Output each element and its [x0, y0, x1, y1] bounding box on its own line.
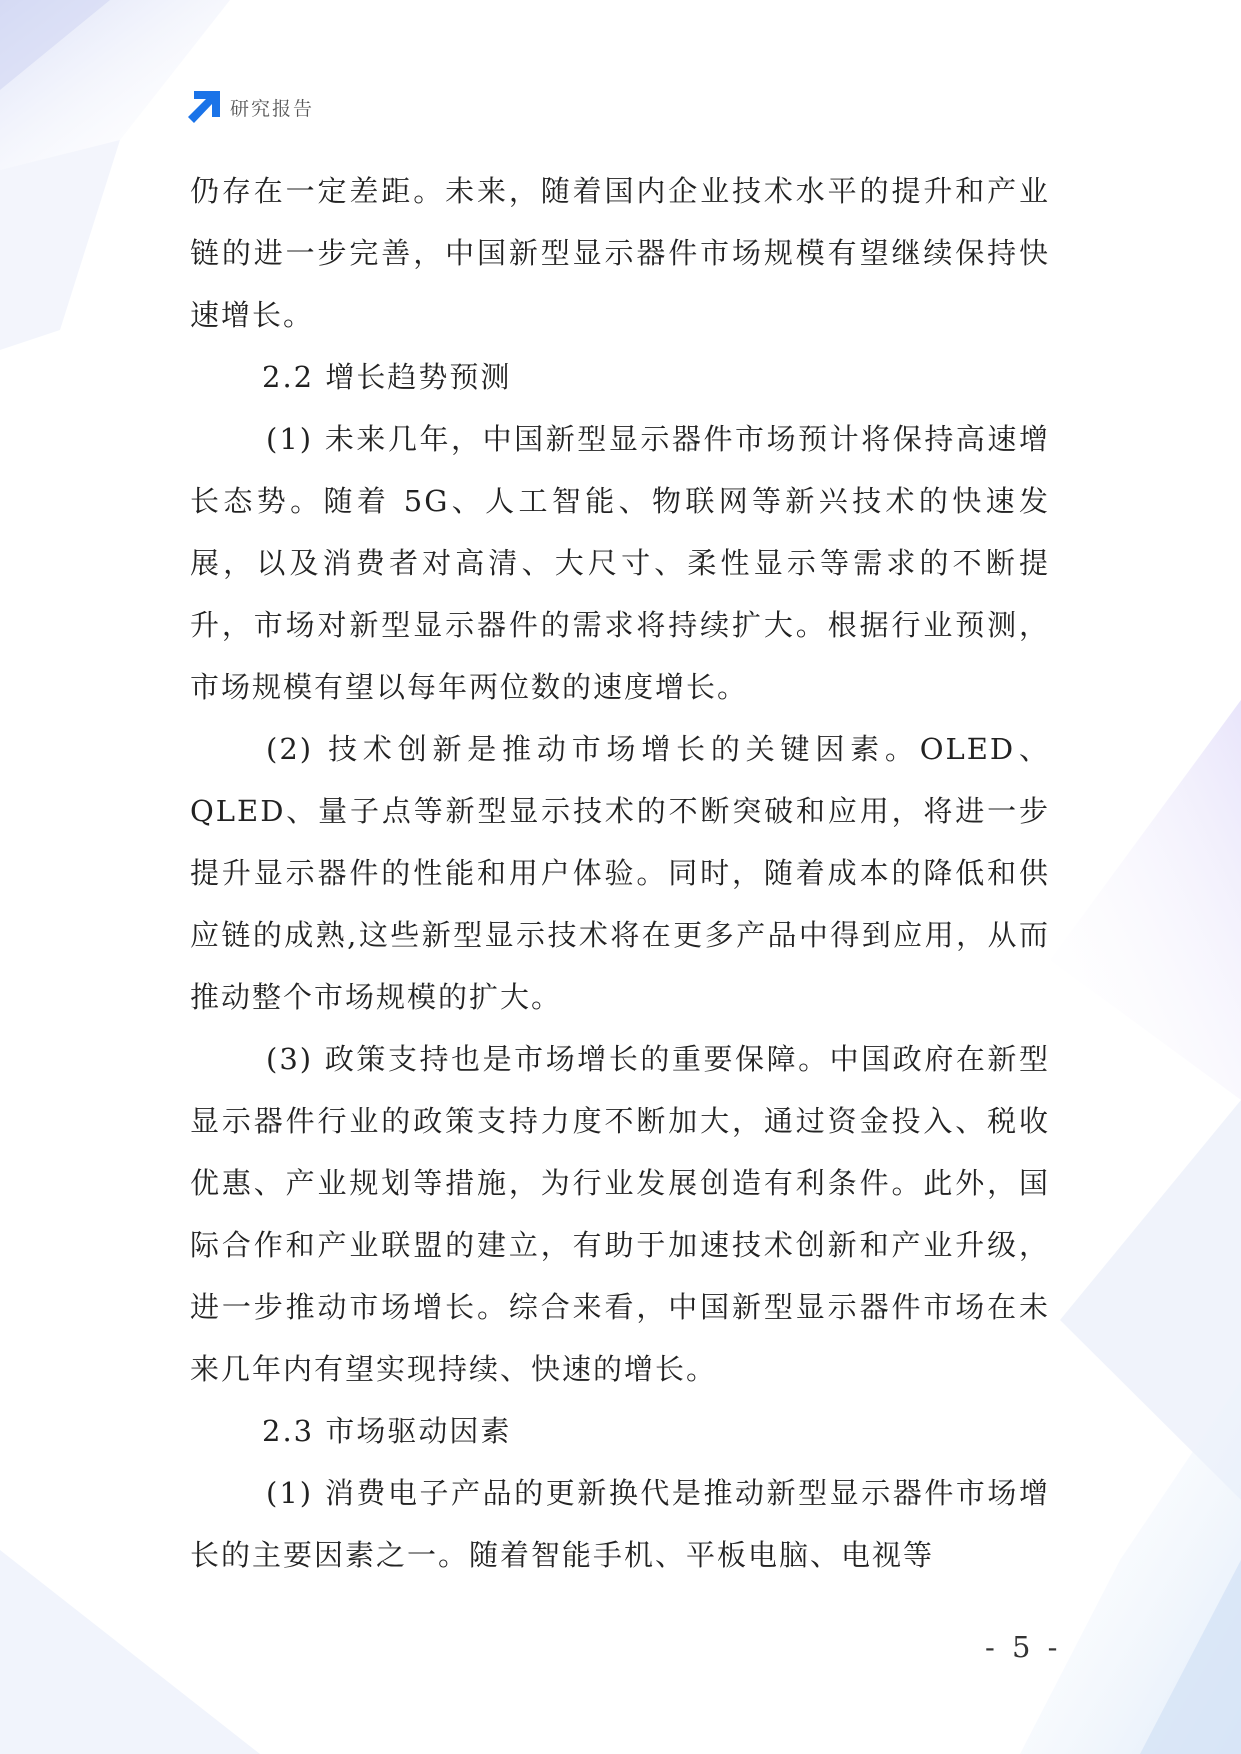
document-body [190, 160, 1050, 1586]
section-heading-2-3: 2.3 市场驱动因素 [262, 1414, 512, 1448]
page-number: - 5 - [985, 1630, 1062, 1664]
section-heading-2-2: 2.2 增长趋势预测 [262, 360, 512, 394]
paragraph-driver-1: (1) 消费电子产品的更新换代是推动新型显示器件市场增长的主要因素之一。随着智能手机、平板电脑、电视等 [190, 1476, 1050, 1572]
paragraph-growth-1: (1) 未来几年，中国新型显示器件市场预计将保持高速增长态势。随着 5G、人工智能、物联网等新兴技术的快速发展，以及消费者对高清、大尺寸、柔性显示等需求的不断提升，市场对新型显示器件的需求将持续扩大。根据行业预测，市场规模有望以每年两位数的速度增长。 [190, 422, 1050, 704]
header-title: 研究报告 [230, 97, 315, 120]
paragraph-growth-2: (2) 技术创新是推动市场增长的关键因素。OLED、QLED、量子点等新型显示技术的不断突破和应用，将进一步提升显示器件的性能和用户体验。同时，随着成本的降低和供应链的成熟,这些新型显示技术将在更多产品中得到应用，从而推动整个市场规模的扩大。 [190, 732, 1050, 1014]
paragraph-continued: 仍存在一定差距。未来，随着国内企业技术水平的提升和产业链的进一步完善，中国新型显示器件市场规模有望继续保持快速增长。 [190, 174, 1050, 332]
paragraph-growth-3: (3) 政策支持也是市场增长的重要保障。中国政府在新型显示器件行业的政策支持力度不断加大，通过资金投入、税收优惠、产业规划等措施，为行业发展创造有利条件。此外，国际合作和产业联盟的建立，有助于加速技术创新和产业升级，进一步推动市场增长。综合来看，中国新型显示器件市场在未来几年内有望实现持续、快速的增长。 [190, 1042, 1050, 1386]
arrow-up-right-icon [188, 91, 220, 123]
report-header [188, 90, 314, 124]
